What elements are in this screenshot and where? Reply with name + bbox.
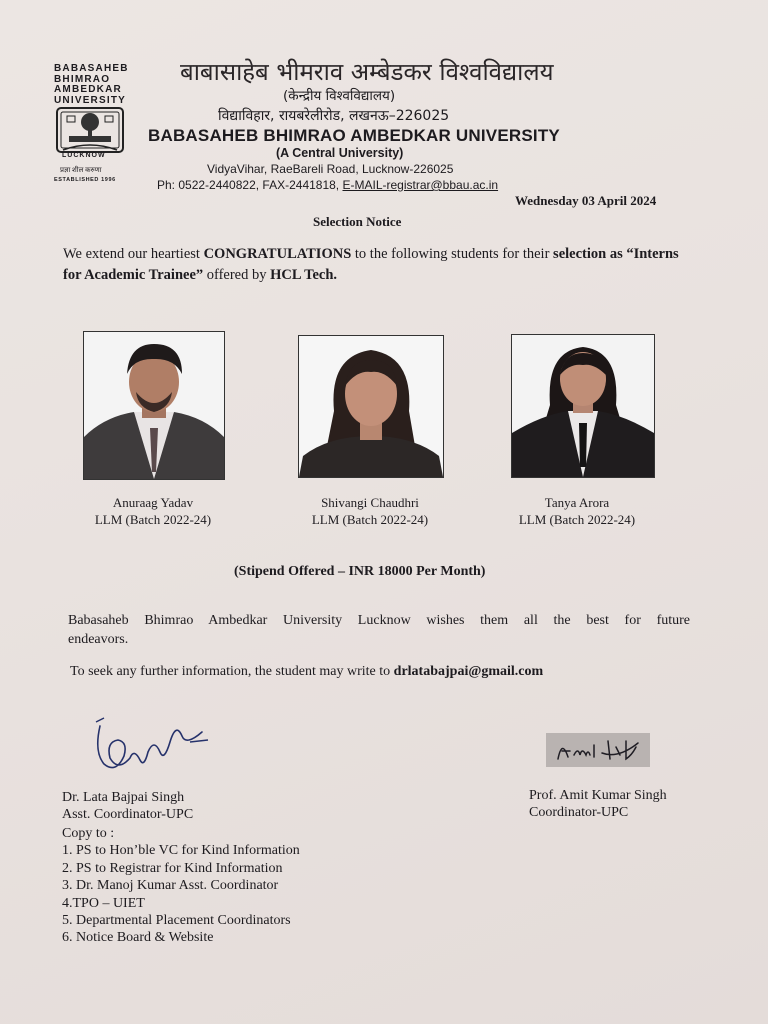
contact-line	[157, 178, 498, 192]
intro-paragraph	[63, 244, 691, 286]
intro-congratulations: CONGRATULATIONS	[203, 246, 352, 262]
university-crest-icon	[55, 106, 125, 154]
phone-fax: Ph: 0522-2440822, FAX-2441818,	[157, 178, 343, 192]
student-caption-2	[290, 494, 450, 528]
copy-to-heading: Copy to :	[62, 826, 115, 841]
copy-to-item: 5. Departmental Placement Coordinators	[62, 913, 291, 929]
right-signatory-title: Coordinator-UPC	[529, 805, 629, 820]
right-signature-icon	[546, 733, 650, 767]
student-name: Anuraag Yadav	[112, 495, 194, 510]
english-subtitle: (A Central University)	[276, 146, 404, 160]
english-university-title: BABASAHEB BHIMRAO AMBEDKAR UNIVERSITY	[148, 126, 560, 145]
intro-text: to the following students for their	[351, 246, 554, 262]
right-signatory	[529, 787, 667, 821]
hindi-university-title: बाबासाहेब भीमराव अम्बेडकर विश्वविद्यालय	[180, 58, 554, 86]
notice-date: Wednesday 03 April 2024	[515, 193, 657, 208]
student-program: LLM (Batch 2022-24)	[94, 512, 212, 527]
student-name: Tanya Arora	[544, 495, 610, 510]
university-logo-wordmark	[54, 64, 128, 106]
contact-paragraph	[70, 664, 543, 680]
student-program: LLM (Batch 2022-24)	[311, 512, 429, 527]
student-name: Shivangi Chaudhri	[321, 495, 419, 510]
copy-to-item: 6. Notice Board & Website	[62, 930, 214, 946]
logo-city: LUCKNOW	[62, 152, 106, 159]
student-caption-3	[497, 494, 657, 528]
stipend-line: (Stipend Offered – INR 18000 Per Month)	[234, 564, 486, 579]
left-signatory-name: Dr. Lata Bajpai Singh	[62, 790, 185, 805]
student-photo-3	[511, 334, 655, 478]
notice-title: Selection Notice	[313, 214, 402, 229]
hindi-subtitle: (केन्द्रीय विश्वविद्यालय)	[283, 88, 396, 104]
right-signatory-name: Prof. Amit Kumar Singh	[529, 788, 667, 803]
logo-line: BHIMRAO	[54, 73, 111, 85]
contact-email-link[interactable]: drlatabajpai@gmail.com	[393, 664, 544, 679]
female-portrait-icon	[512, 335, 654, 477]
wishes-line-2: endeavors.	[68, 632, 129, 647]
copy-to-item: 4.TPO – UIET	[62, 895, 145, 911]
intro-text: offered by	[203, 267, 271, 283]
copy-to-list	[62, 825, 300, 947]
student-program: LLM (Batch 2022-24)	[518, 512, 636, 527]
hindi-address: विद्याविहार, रायबरेलीरोड, लखनऊ–226025	[218, 108, 450, 124]
logo-line: UNIVERSITY	[54, 94, 127, 106]
left-signatory	[62, 789, 193, 823]
student-photo-1	[83, 331, 225, 480]
right-signature-stamp	[546, 733, 650, 767]
copy-to-item: 2. PS to Registrar for Kind Information	[62, 860, 283, 876]
copy-to-item: 1. PS to Hon’ble VC for Kind Information	[62, 843, 300, 859]
student-photo-2	[298, 335, 444, 478]
wishes-line-1: Babasaheb Bhimrao Ambedkar University Lucknow wishes them all the best for future	[68, 613, 690, 628]
logo-line: AMBEDKAR	[54, 84, 122, 95]
male-portrait-icon	[84, 332, 224, 479]
wishes-paragraph	[68, 611, 690, 649]
left-signatory-title: Asst. Coordinator-UPC	[62, 807, 194, 822]
contact-text: To seek any further information, the student may write to	[70, 664, 394, 679]
intro-company: HCL Tech.	[270, 267, 338, 283]
logo-motto: प्रज्ञा शील करुणा	[60, 166, 102, 174]
female-portrait-icon	[299, 336, 443, 477]
registrar-email-link[interactable]: E-MAIL-registrar@bbau.ac.in	[342, 178, 499, 192]
intro-selection: selection as “Interns for Academic Trainee”	[63, 246, 679, 283]
logo-established: ESTABLISHED 1996	[54, 177, 116, 183]
copy-to-item: 3. Dr. Manoj Kumar Asst. Coordinator	[62, 878, 279, 894]
left-signature-icon	[90, 712, 215, 777]
student-caption-1	[73, 494, 233, 528]
logo-line: BABASAHEB	[54, 63, 129, 74]
english-address: VidyaVihar, RaeBareli Road, Lucknow-226025	[207, 162, 454, 176]
intro-text: We extend our heartiest	[63, 246, 204, 262]
